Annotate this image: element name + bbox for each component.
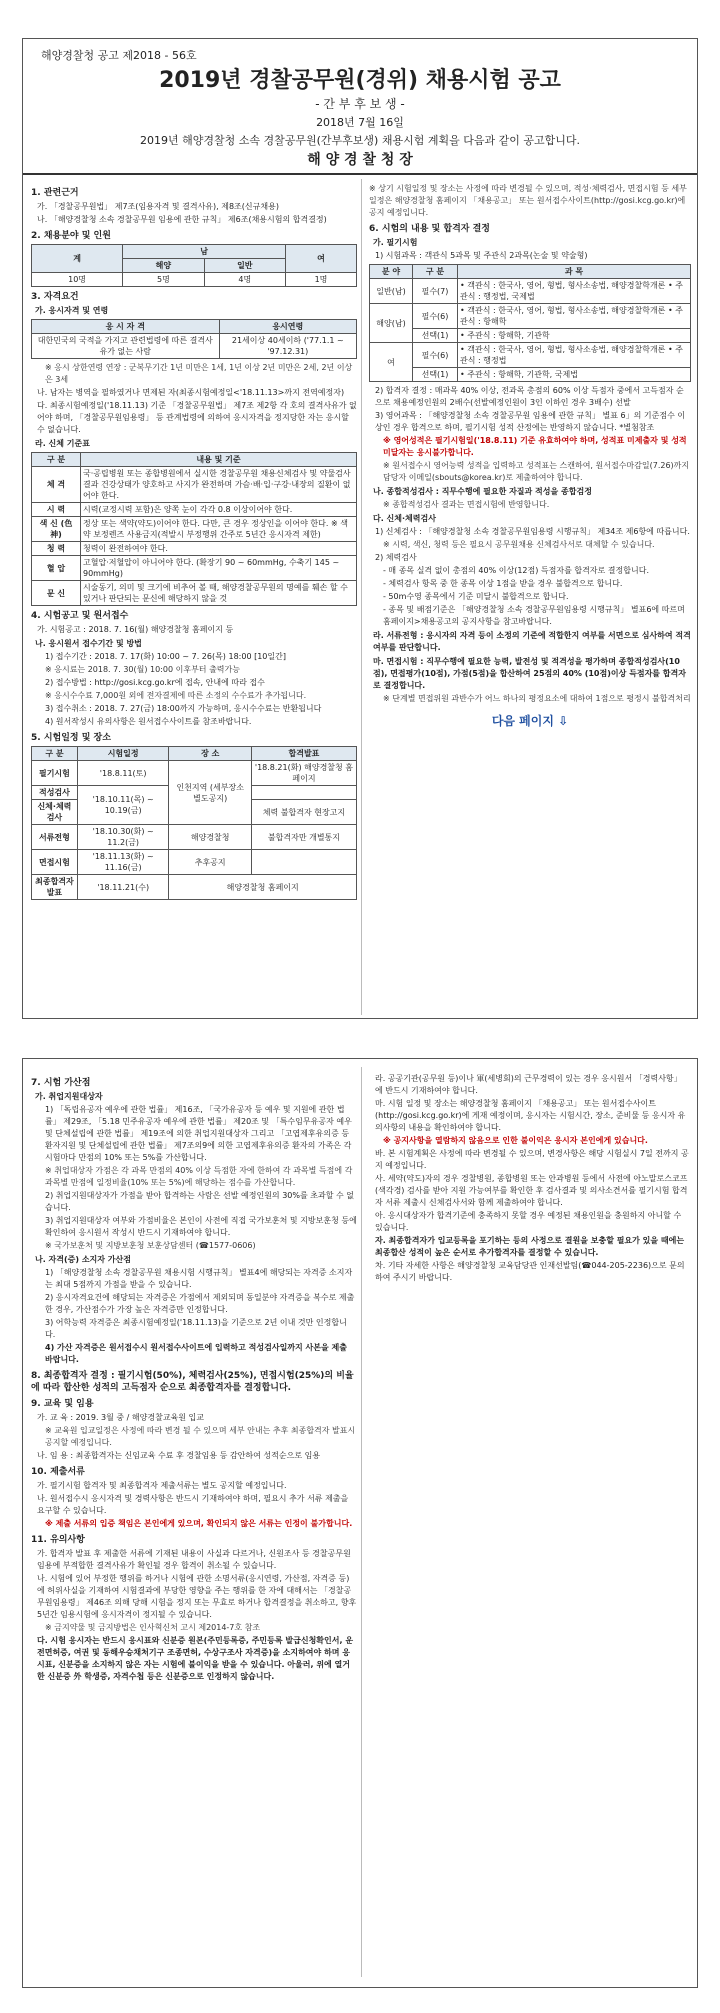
table-cell: 21세이상 40세이하 ('77.1.1 ~ '97.12.31) (219, 334, 356, 359)
table-cell: 불합격자만 개별통지 (251, 825, 356, 850)
table-cell: 필수(6) (413, 304, 458, 329)
table-cell: 해양(남) (370, 304, 413, 343)
table-cell: 추후공지 (169, 850, 251, 875)
section-heading: 10. 제출서류 (31, 1467, 85, 1477)
section-heading: 9. 교육 및 임용 (31, 1399, 94, 1409)
table-header: 합격발표 (251, 747, 356, 761)
table-cell: '18.10.30(화) ~ 11.2(금) (77, 825, 169, 850)
table-cell: • 객관식 : 한국사, 영어, 형법, 형사소송법, 해양경찰학개론 • 주관식 : 행정법 (458, 343, 691, 368)
table-header: 내용 및 기준 (81, 453, 357, 467)
list-item: - 매 종목 실격 없이 총점의 40% 이상(12점) 득점자를 합격자로 결정합니다. (383, 566, 649, 575)
subsection-heading: 나. 응시원서 접수기간 및 방법 (35, 639, 142, 648)
list-item: 다. 시험 응시자는 반드시 응시표와 신분증 원본(주민등록증, 주민등록 발급신청확인서, 운전면허증, 여권 및 동해우승채처기구 조종면허, 수상구조사 자격증)을 소지하여야 하며 응시표, 신분증을 소지하지 않은 자는 시험에 불이익을 받을 수 있습니다. 아울러, 위에 열거한 신분증 外 학생증, 자격수첩 등은 신분증으로 인정하지 않습니다. (37, 1636, 354, 1681)
list-item: 3) 접수취소 : 2018. 7. 27(금) 18:00까지 가능하며, 응시수수료는 반환됩니다 (45, 704, 322, 713)
note: ※ 원서접수시 영어능력 성적을 입력하고 성적표는 스캔하여, 원서접수마감일(7.26)까지 담당자 이메일(sbouts@korea.kr)로 제출하여야 합니다. (383, 461, 690, 482)
left-column (31, 183, 357, 903)
section-heading: 3. 자격요건 (31, 292, 79, 302)
schedule-table (31, 746, 357, 900)
list-item: 1) 접수기간 : 2018. 7. 17(화) 10:00 ~ 7. 26(목) 18:00 [10일간] (45, 652, 286, 661)
notice-page-2 (22, 1058, 698, 1988)
table-cell: 10명 (32, 273, 123, 287)
list-item: 가. 교 육 : 2019. 3월 중 / 해양경찰교육원 입교 (37, 1413, 205, 1422)
note: ※ 응시료는 2018. 7. 30(월) 10:00 이후부터 출력가능 (45, 665, 240, 674)
list-item: 4) 원서작성시 유의사항은 원서접수사이트를 참조바랍니다. (45, 717, 252, 726)
list-item: 2) 합격자 결정 : 매과목 40% 이상, 전과목 총점의 60% 이상 득점자 중에서 고득점자 순으로 채용예정인원의 2배수(선발예정인원이 3인 이하인 경우 3배수) 선발 (375, 386, 684, 407)
note: ※ 교육원 입교일정은 사정에 따라 변경 될 수 있으며 세부 안내는 추후 최종합격자 발표시 공지할 예정입니다. (45, 1426, 356, 1447)
eligibility-table (31, 319, 357, 359)
list-item: 사. 세약(약도)자의 경우 경찰병원, 종합병원 또는 안과병원 등에서 사전에 아노말로스코프(색각경) 검사를 받아 지원 가능여부를 확인한 후 검사결과 및 의사소견서를 필기시험 합격자 서류 제출시 신체검사서와 함께 제출하여야 합니다. (375, 1174, 688, 1207)
table-cell: 해양경찰청 (169, 825, 251, 850)
note: ※ 취업대상자 가점은 각 과목 만점의 40% 이상 득점한 자에 한하여 각 과목별 득점에 각 과목별 만점에 일정비율(10% 또는 5%)에 해당하는 점수를 가산합니다. (45, 1166, 353, 1187)
table-cell: 색 신 (色 神) (32, 517, 81, 542)
table-header: 장 소 (169, 747, 251, 761)
list-item: 다. 최종시험예정일('18.11.13) 기준 「경찰공무원법」 제7조 제2항 각 호의 결격사유가 없어야 하며, 「경찰공무원임용령」 등 관계법령에 의하여 응시자격을 정지당한 자는 응시할 수 없습니다. (37, 401, 357, 434)
table-cell: • 객관식 : 한국사, 영어, 형법, 형사소송법, 해양경찰학개론 • 주관식 : 항해학 (458, 304, 691, 329)
table-cell: '18.11.13(화) ~ 11.16(금) (77, 850, 169, 875)
table-cell: 문 신 (32, 581, 81, 606)
list-item: 마. 시험 일정 및 장소는 해양경찰청 홈페이지 「채용공고」 또는 원서접수사이트(http://gosi.kcg.go.kr)에 게재 예정이며, 응시자는 시험시간, 장소, 준비물 등 응시자 유의사항의 내용을 확인하여야 합니다. (375, 1099, 686, 1132)
table-cell: 체 격 (32, 467, 81, 503)
list-item: 나. 시험에 있어 부정한 행위를 하거나 시험에 관한 소명서류(응시연령, 가산점, 자격증 등)에 허위사실을 기재하여 시험결과에 부당한 영향을 주는 행위를 한 자에 대해서는 「경찰공무원임용령」 제46조 의해 당해 시험을 정지 또는 무효로 하거나 합격결정을 취소하고, 향후 5년간 임용시험에 응시자격이 정지될 수 있습니다. (37, 1574, 357, 1619)
note: ※ 상기 시험일정 및 장소는 사정에 따라 변경될 수 있으며, 적성·체력검사, 면접시험 등 세부일정은 해양경찰청 홈페이지 「채용공고」 또는 원서접수사이트(http://gosi.kcg.go.kr)에 공지 예정입니다. (369, 184, 687, 217)
notice-header (23, 39, 697, 175)
table-cell: 5명 (123, 273, 204, 287)
warning-note: ※ 공지사항을 열람하지 않음으로 인한 불이익은 응시자 본인에게 있습니다. (383, 1136, 648, 1145)
table-cell: 청 력 (32, 542, 81, 556)
notice-date: 2018년 7월 16일 (316, 116, 404, 129)
table-cell: 정상 또는 색약(약도)이어야 한다. 다만, 큰 경우 정상인을 이어야 한다. ※ 색약 보정렌즈 사용금지(적발시 부정행위 간주로 5년간 응시자격 제한) (81, 517, 357, 542)
table-cell: '18.10.11(목) ~ 10.19(금) (77, 786, 169, 825)
table-cell: 인천지역 (세부장소 별도공지) (169, 761, 251, 825)
table-cell: 서류전형 (32, 825, 78, 850)
table-cell: 최종합격자발표 (32, 875, 78, 900)
physical-standards-table (31, 452, 357, 606)
table-cell (251, 786, 356, 800)
list-item: 3) 취업지원대상자 여부와 가점비율은 본인이 사전에 직접 국가보훈처 및 지방보훈청 등에 확인하여 응시원서 작성시 반드시 기재하여야 합니다. (45, 1216, 357, 1237)
notice-page-1 (22, 38, 698, 1019)
section-heading: 6. 시험의 내용 및 합격자 결정 (369, 224, 490, 234)
table-header: 구 분 (413, 265, 458, 279)
table-cell: 4명 (204, 273, 285, 287)
table-cell: 혈 압 (32, 556, 81, 581)
subsection-heading: 나. 종합적성검사 : 직무수행에 필요한 자질과 적성을 종합검정 (373, 487, 592, 496)
section-heading: 2. 채용분야 및 인원 (31, 231, 111, 241)
list-item: 2) 응시자격요건에 해당되는 자격증은 가점에서 제외되며 동일분야 자격증을 복수로 제출한 경우, 가산점수가 가장 높은 자격증만 인정합니다. (45, 1293, 355, 1314)
table-cell: 해양경찰청 홈페이지 (169, 875, 357, 900)
table-cell: 적성검사 (32, 786, 78, 800)
table-cell: 선택(1) (413, 329, 458, 343)
table-cell: 시력(교정시력 포함)은 양쪽 눈이 각각 0.8 이상이어야 한다. (81, 503, 357, 517)
table-header: 남 (123, 245, 286, 259)
list-item: 가. 필기시험 합격자 및 최종합격자 제출서류는 별도 공지할 예정입니다. (37, 1481, 287, 1490)
table-cell: 1명 (286, 273, 357, 287)
table-header: 과 목 (458, 265, 691, 279)
section-heading: 5. 시험일정 및 장소 (31, 733, 111, 743)
table-cell: 필기시험 (32, 761, 78, 786)
list-item: 1) 「독립유공자 예우에 관한 법률」 제16조, 「국가유공자 등 예우 및 지원에 관한 법률」 제29조, 「5.18 민주유공자 예우에 관한 법률」 제20조 및 「특수임무유공자 예우 및 단체설립에 관한 법률」 제19조에 의한 취업지원대상자 그리고 「고엽제후유의증 등 환자지원 및 단체설립에 관한 법률」 제7조의9에 의한 고엽제후유의증 환자의 가족은 각 시험마다 만점의 10% 또는 5%를 가산합니다. (45, 1105, 352, 1162)
note: ※ 응시수수료 7,000원 외에 전자결제에 따른 소정의 수수료가 추가됩니다. (45, 691, 307, 700)
table-header: 일반 (204, 259, 285, 273)
table-cell: 여 (370, 343, 413, 382)
table-cell: 체력 불합격자 현장고지 (251, 800, 356, 825)
subsection-heading: 가. 취업지원대상자 (35, 1092, 103, 1101)
list-item: 가. 합격자 발표 후 제출한 서류에 기재된 내용이 사실과 다르거나, 신원조사 등 경찰공무원 임용에 부적합한 결격사유가 확인될 경우 합격이 취소될 수 있습니다. (37, 1549, 351, 1570)
note: ※ 시력, 색신, 청력 등은 필요시 공무원채용 신체검사서로 대체할 수 있습니다. (383, 540, 655, 549)
right-column (369, 183, 691, 727)
table-header: 구 분 (32, 747, 78, 761)
next-page-link[interactable]: 다음 페이지 ⇩ (491, 714, 569, 728)
table-cell: 청력이 완전하여야 한다. (81, 542, 357, 556)
recruitment-table (31, 244, 357, 287)
table-header: 시험일정 (77, 747, 169, 761)
subsection-heading: 라. 서류전형 : 응시자의 자격 등이 소정의 기준에 적합한지 여부를 서면으로 심사하여 적격 여부를 판단합니다. (373, 631, 691, 652)
section-heading: 7. 시험 가산점 (31, 1078, 91, 1088)
warning-note: ※ 영어성적은 필기시험일('18.8.11) 기준 유효하여야 하며, 성적표 미제출자 및 성적 미달자는 응시불가합니다. (383, 436, 687, 457)
list-item: 2) 체력검사 (375, 553, 417, 562)
note: ※ 국가보훈처 및 지방보훈청 보훈상담센터 (☎1577-0606) (45, 1241, 256, 1250)
list-item: - 종목 및 배점기준은 「해양경찰청 소속 경찰공무원임용령 시행규칙」 별표6에 따르며 홈페이지>채용공고의 공지사항을 참고바랍니다. (383, 605, 685, 626)
list-item: 차. 기타 자세한 사항은 해양경찰청 교육담당관 인재선발팀(☎044-205-2236)으로 문의하여 주시기 바랍니다. (375, 1261, 685, 1282)
section-heading: 11. 유의사항 (31, 1535, 85, 1545)
note: ※ 단계별 면접위원 과반수가 어느 하나의 평정요소에 대하여 1점으로 평정시 불합격처리 (383, 694, 691, 703)
table-cell: '18.8.11(토) (77, 761, 169, 786)
table-header: 응시연령 (219, 320, 356, 334)
list-item: - 체력검사 항목 중 한 종목 이상 1점을 받을 경우 불합격으로 합니다. (383, 579, 623, 588)
column-divider (361, 1067, 362, 1977)
warning-note: ※ 제출 서류의 입증 책임은 본인에게 있으며, 확인되지 않은 서류는 인정이 불가합니다. (45, 1519, 353, 1528)
list-item: 1) 「해양경찰청 소속 경찰공무원 채용시험 시행규칙」 별표4에 해당되는 자격증 소지자는 최대 5점까지 가점을 받을 수 있습니다. (45, 1268, 353, 1289)
list-item: 나. 남자는 병역을 필하였거나 면제된 자(최종시험예정일<'18.11.13>까지 전역예정자) (37, 388, 345, 397)
list-item: 라. 공공기관(공무원 등)이나 軍(세병회)의 근무경력이 있는 경우 응시원서 「경력사항」 에 반드시 기재하여야 합니다. (375, 1074, 682, 1095)
list-item: 아. 응시대상자가 합격기준에 충족하지 못할 경우 예정된 채용인원을 충원하지 아니할 수 있습니다. (375, 1211, 682, 1232)
right-column (369, 1073, 691, 1285)
list-item: 가. 시험공고 : 2018. 7. 16(월) 해양경찰청 홈페이지 등 (37, 625, 234, 634)
table-header: 구 분 (32, 453, 81, 467)
list-item: 가. 「경찰공무원법」 제7조(임용자격 및 결격사유), 제8조(신규채용) (37, 202, 279, 211)
list-item: 나. 원서접수시 응시자격 및 경력사항은 반드시 기재하여야 하며, 필요시 추가 서류 제출을 요구할 수 있습니다. (37, 1494, 349, 1515)
table-cell: 선택(1) (413, 368, 458, 382)
list-item: 3) 영어과목 : 「해양경찰청 소속 경찰공무원 임용에 관한 규칙」 별표 6」의 기준점수 이상인 경우 합격으로 하며, 필기시험 성적 산정에는 반영하지 않습니다. *별첨참조 (375, 411, 686, 432)
table-cell: 대한민국의 국적을 가지고 관련법령에 따른 결격사유가 없는 사람 (32, 334, 220, 359)
table-cell (251, 850, 356, 875)
table-cell: 국·공립병원 또는 종합병원에서 실시한 경찰공무원 채용신체검사 및 약물검사 결과 건강상태가 양호하고 사지가 완전하며 가슴·배·입·구강·내장의 질환이 없어야 한다. (81, 467, 357, 503)
table-header: 분 야 (370, 265, 413, 279)
table-cell: 필수(6) (413, 343, 458, 368)
table-cell: 신체·체력검사 (32, 800, 78, 825)
table-cell: 시 력 (32, 503, 81, 517)
table-header: 여 (286, 245, 357, 273)
subsection-heading: 라. 신체 기준표 (35, 439, 90, 448)
table-cell: 필수(7) (413, 279, 458, 304)
subsection-heading: 다. 신체·체력검사 (373, 514, 436, 523)
notice-title: 2019년 경찰공무원(경위) 채용시험 공고 (159, 68, 561, 93)
list-item: - 50m수영 종목에서 기준 미달시 불합격으로 합니다. (383, 592, 569, 601)
list-item: 1) 신체검사 : 「해양경찰청 소속 경찰공무원임용령 시행규칙」 제34조 제6항에 따릅니다. (375, 527, 690, 536)
table-cell: 고혈압·저혈압이 아니어야 한다. (확장기 90 ~ 60mmHg, 수축기 145 ~ 90mmHg) (81, 556, 357, 581)
left-column (31, 1073, 357, 1684)
table-cell: • 주관식 : 항해학, 기관학 (458, 329, 691, 343)
table-header: 응 시 자 격 (32, 320, 220, 334)
list-item: 1) 시험과목 : 객관식 5과목 및 주관식 2과목(논술 및 약술형) (375, 251, 588, 260)
table-cell: 면접시험 (32, 850, 78, 875)
list-item: 4) 가산 자격증은 원서접수시 원서접수사이트에 입력하고 적성검사일까지 사본을 제출 바랍니다. (45, 1343, 347, 1364)
table-header: 해양 (123, 259, 204, 273)
table-cell: '18.11.21(수) (77, 875, 169, 900)
subsection-heading: 나. 자격(증) 소지자 가산점 (35, 1255, 131, 1264)
subsection-heading: 마. 면접시험 : 직무수행에 필요한 능력, 발전성 및 적격성을 평가하며 종합적성검사(10점), 면접평가(10점), 가점(5점)을 합산하여 25점의 40% (10점)이상 득점자를 합격자로 결정합니다. (373, 657, 686, 690)
note: ※ 금지약물 및 금지방법은 인사혁신처 고시 제2014-7호 참조 (45, 1623, 261, 1632)
subsection-heading: 가. 필기시험 (373, 238, 418, 247)
column-divider (361, 179, 362, 1015)
table-header: 계 (32, 245, 123, 273)
list-item: 자. 최종합격자가 입교등록을 포기하는 등의 사정으로 결원을 보충할 필요가 있을 때에는 최종합산 성적이 높은 순서로 추가합격자를 결정할 수 있습니다. (375, 1236, 685, 1257)
doc-number: 해양경찰청 공고 제2018 - 56호 (41, 49, 197, 62)
list-item: 2) 취업지원대상자가 가점을 받아 합격하는 사람은 선발 예정인원의 30%를 초과할 수 없습니다. (45, 1191, 354, 1212)
section-heading: 1. 관련근거 (31, 188, 79, 198)
section-heading: 4. 시험공고 및 원서접수 (31, 611, 129, 621)
issuing-agency: 해 양 경 찰 청 장 (307, 152, 413, 168)
note: ※ 응시 상한연령 연장 : 군복무기간 1년 미만은 1세, 1년 이상 2년 미만은 2세, 2년 이상은 3세 (45, 363, 353, 384)
list-item: 바. 본 시험계획은 사정에 따라 변경될 수 있으며, 변경사항은 해당 시험실시 7일 전까지 공지 예정입니다. (375, 1149, 689, 1170)
notice-subtitle: - 간 부 후 보 생 - (315, 97, 405, 111)
list-item: 3) 어학능력 자격증은 최종시험예정일('18.11.13)을 기준으로 2년 이내 것만 인정합니다. (45, 1318, 347, 1339)
note: ※ 종합적성검사 결과는 면접시험에 반영합니다. (383, 500, 550, 509)
section-heading: 8. 최종합격자 결정 : 필기시험(50%), 체력검사(25%), 면접시험(25%)의 비율에 따라 합산한 성적의 고득점자 순으로 최종합격자를 결정합니다. (31, 1371, 354, 1393)
notice-intro: 2019년 해양경찰청 소속 경찰공무원(간부후보생) 채용시험 계획을 다음과 같이 공고합니다. (140, 134, 580, 147)
list-item: 나. 임 용 : 최종합격자는 신임교육 수료 후 경찰임용 등 감안하여 성적순으로 임용 (37, 1451, 321, 1460)
table-cell: • 주관식 : 항해학, 기관학, 국제법 (458, 368, 691, 382)
list-item: 2) 접수방법 : http://gosi.kcg.go.kr에 접속, 안내에 따라 접수 (45, 678, 265, 687)
table-cell: 시술동기, 의미 및 크기에 비추어 볼 때, 해양경찰공무원의 명예를 훼손 할 수 있거나 판단되는 문신에 해당하지 않을 것 (81, 581, 357, 606)
table-cell: '18.8.21(화) 해양경찰청 홈페이지 (251, 761, 356, 786)
table-cell: • 객관식 : 한국사, 영어, 형법, 형사소송법, 해양경찰학개론 • 주관식 : 행정법, 국제법 (458, 279, 691, 304)
subjects-table (369, 264, 691, 382)
table-cell: 일반(남) (370, 279, 413, 304)
subsection-heading: 가. 응시자격 및 연령 (35, 306, 109, 315)
list-item: 나. 「해양경찰청 소속 경찰공무원 임용에 관한 규칙」 제6조(채용시험의 합격결정) (37, 215, 327, 224)
